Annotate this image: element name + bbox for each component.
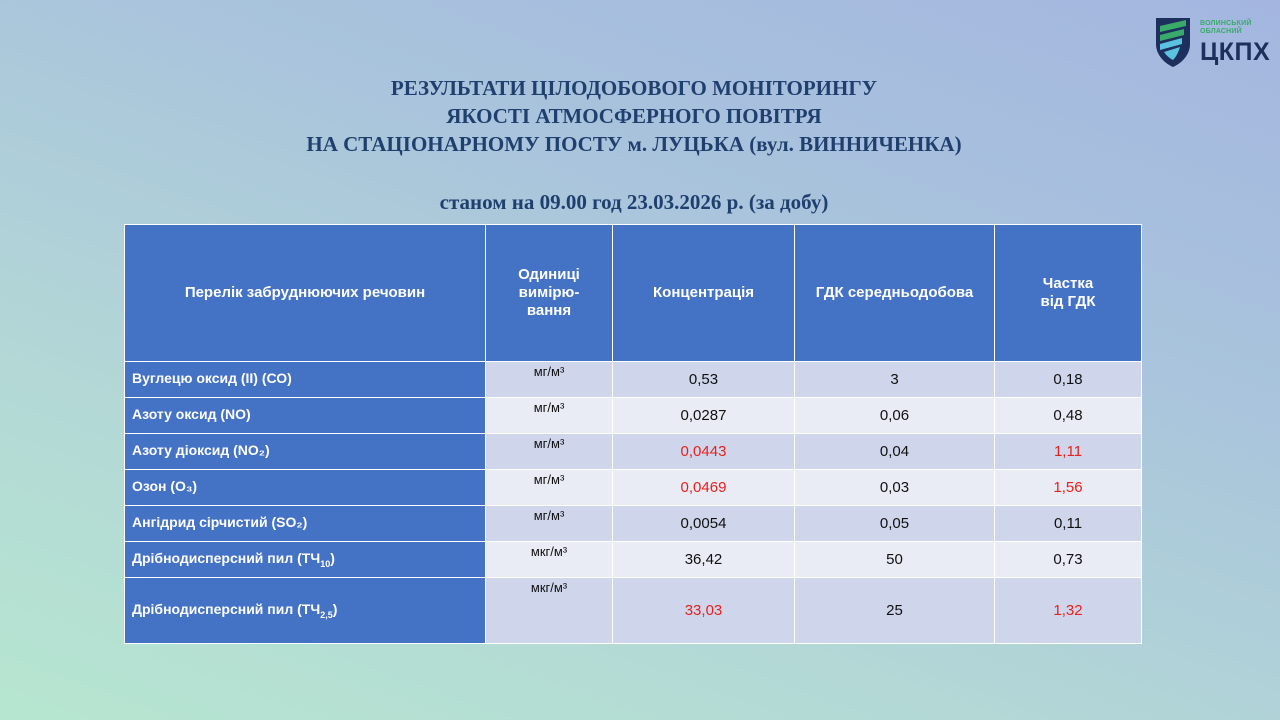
table-header-row (125, 225, 1142, 362)
table-row (125, 506, 1142, 542)
substance-name-text: Озон (О₃) (132, 478, 198, 495)
unit-cell: мг/м³ (486, 470, 613, 506)
share-cell: 1,56 (995, 470, 1142, 506)
table-row (125, 542, 1142, 578)
concentration-cell: 0,0443 (613, 434, 795, 470)
mac-cell: 25 (795, 578, 995, 644)
mac-cell: 3 (795, 362, 995, 398)
substance-name (125, 542, 486, 578)
concentration-cell: 0,0054 (613, 506, 795, 542)
logo (1150, 14, 1271, 70)
substance-name-text: Азоту оксид (NO) (132, 406, 251, 423)
unit-cell: мг/м³ (486, 506, 613, 542)
page-subtitle: станом на 09.00 год 23.03.2026 р. (за добу) (439, 190, 829, 214)
share-cell: 1,11 (995, 434, 1142, 470)
header-unit-line: Одиниці (518, 266, 580, 283)
substance-name-text: Азоту діоксид (NO₂) (132, 442, 270, 459)
logo-caption (1200, 20, 1252, 36)
substance-suffix: ) (332, 601, 338, 618)
header-substance: Перелік забруднюючих речовин (125, 225, 486, 362)
page-title (0, 74, 1268, 158)
substance-name-text: Ангідрид сірчистий (SO₂) (132, 514, 308, 531)
logo-caption-line: ОБЛАСНИЙ (1200, 28, 1242, 35)
share-cell: 0,18 (995, 362, 1142, 398)
logo-caption-line: ВОЛИНСЬКИЙ (1200, 20, 1252, 27)
unit-cell: мг/м³ (486, 434, 613, 470)
header-unit-line: вимірю- (518, 284, 580, 301)
concentration-cell: 0,53 (613, 362, 795, 398)
table-row (125, 578, 1142, 644)
header-concentration: Концентрація (613, 225, 795, 362)
header-share-line: Частка (1042, 275, 1094, 292)
share-cell: 0,73 (995, 542, 1142, 578)
title-line: РЕЗУЛЬТАТИ ЦІЛОДОБОВОГО МОНІТОРИНГУ (390, 76, 878, 100)
table-row (125, 434, 1142, 470)
table-row (125, 398, 1142, 434)
header-share-line: від ГДК (1040, 293, 1096, 310)
unit-cell: мг/м³ (486, 398, 613, 434)
substance-name (125, 434, 486, 470)
shield-logo-icon (1150, 14, 1196, 70)
header-unit (486, 225, 613, 362)
title-line: НА СТАЦІОНАРНОМУ ПОСТУ м. ЛУЦЬКА (вул. ВИННИЧЕНКА) (306, 132, 962, 156)
mac-cell: 50 (795, 542, 995, 578)
concentration-cell: 0,0287 (613, 398, 795, 434)
substance-name (125, 578, 486, 644)
mac-cell: 0,05 (795, 506, 995, 542)
substance-name-text: Дрібнодисперсний пил (ТЧ (132, 550, 321, 567)
unit-cell: мкг/м³ (486, 578, 613, 644)
substance-suffix: ) (330, 550, 335, 567)
unit-cell: мг/м³ (486, 362, 613, 398)
header-mac: ГДК середньодобова (795, 225, 995, 362)
substance-subscript: 2,5 (320, 609, 333, 620)
mac-cell: 0,06 (795, 398, 995, 434)
share-cell: 0,48 (995, 398, 1142, 434)
substance-name (125, 506, 486, 542)
mac-cell: 0,03 (795, 470, 995, 506)
mac-cell: 0,04 (795, 434, 995, 470)
concentration-cell: 0,0469 (613, 470, 795, 506)
header-share (995, 225, 1142, 362)
table-row (125, 362, 1142, 398)
concentration-cell: 33,03 (613, 578, 795, 644)
logo-text: ЦКПХ (1200, 38, 1271, 66)
substance-name-text: Дрібнодисперсний пил (ТЧ (132, 601, 321, 618)
unit-cell: мкг/м³ (486, 542, 613, 578)
table-row (125, 470, 1142, 506)
title-line: ЯКОСТІ АТМОСФЕРНОГО ПОВІТРЯ (446, 104, 822, 128)
substance-name (125, 362, 486, 398)
substance-name (125, 398, 486, 434)
substance-name (125, 470, 486, 506)
concentration-cell: 36,42 (613, 542, 795, 578)
substance-subscript: 10 (320, 558, 331, 569)
share-cell: 0,11 (995, 506, 1142, 542)
header-unit-line: вання (526, 302, 572, 319)
share-cell: 1,32 (995, 578, 1142, 644)
monitoring-table (124, 224, 1142, 644)
substance-name-text: Вуглецю оксид (ІІ) (СО) (132, 370, 292, 387)
